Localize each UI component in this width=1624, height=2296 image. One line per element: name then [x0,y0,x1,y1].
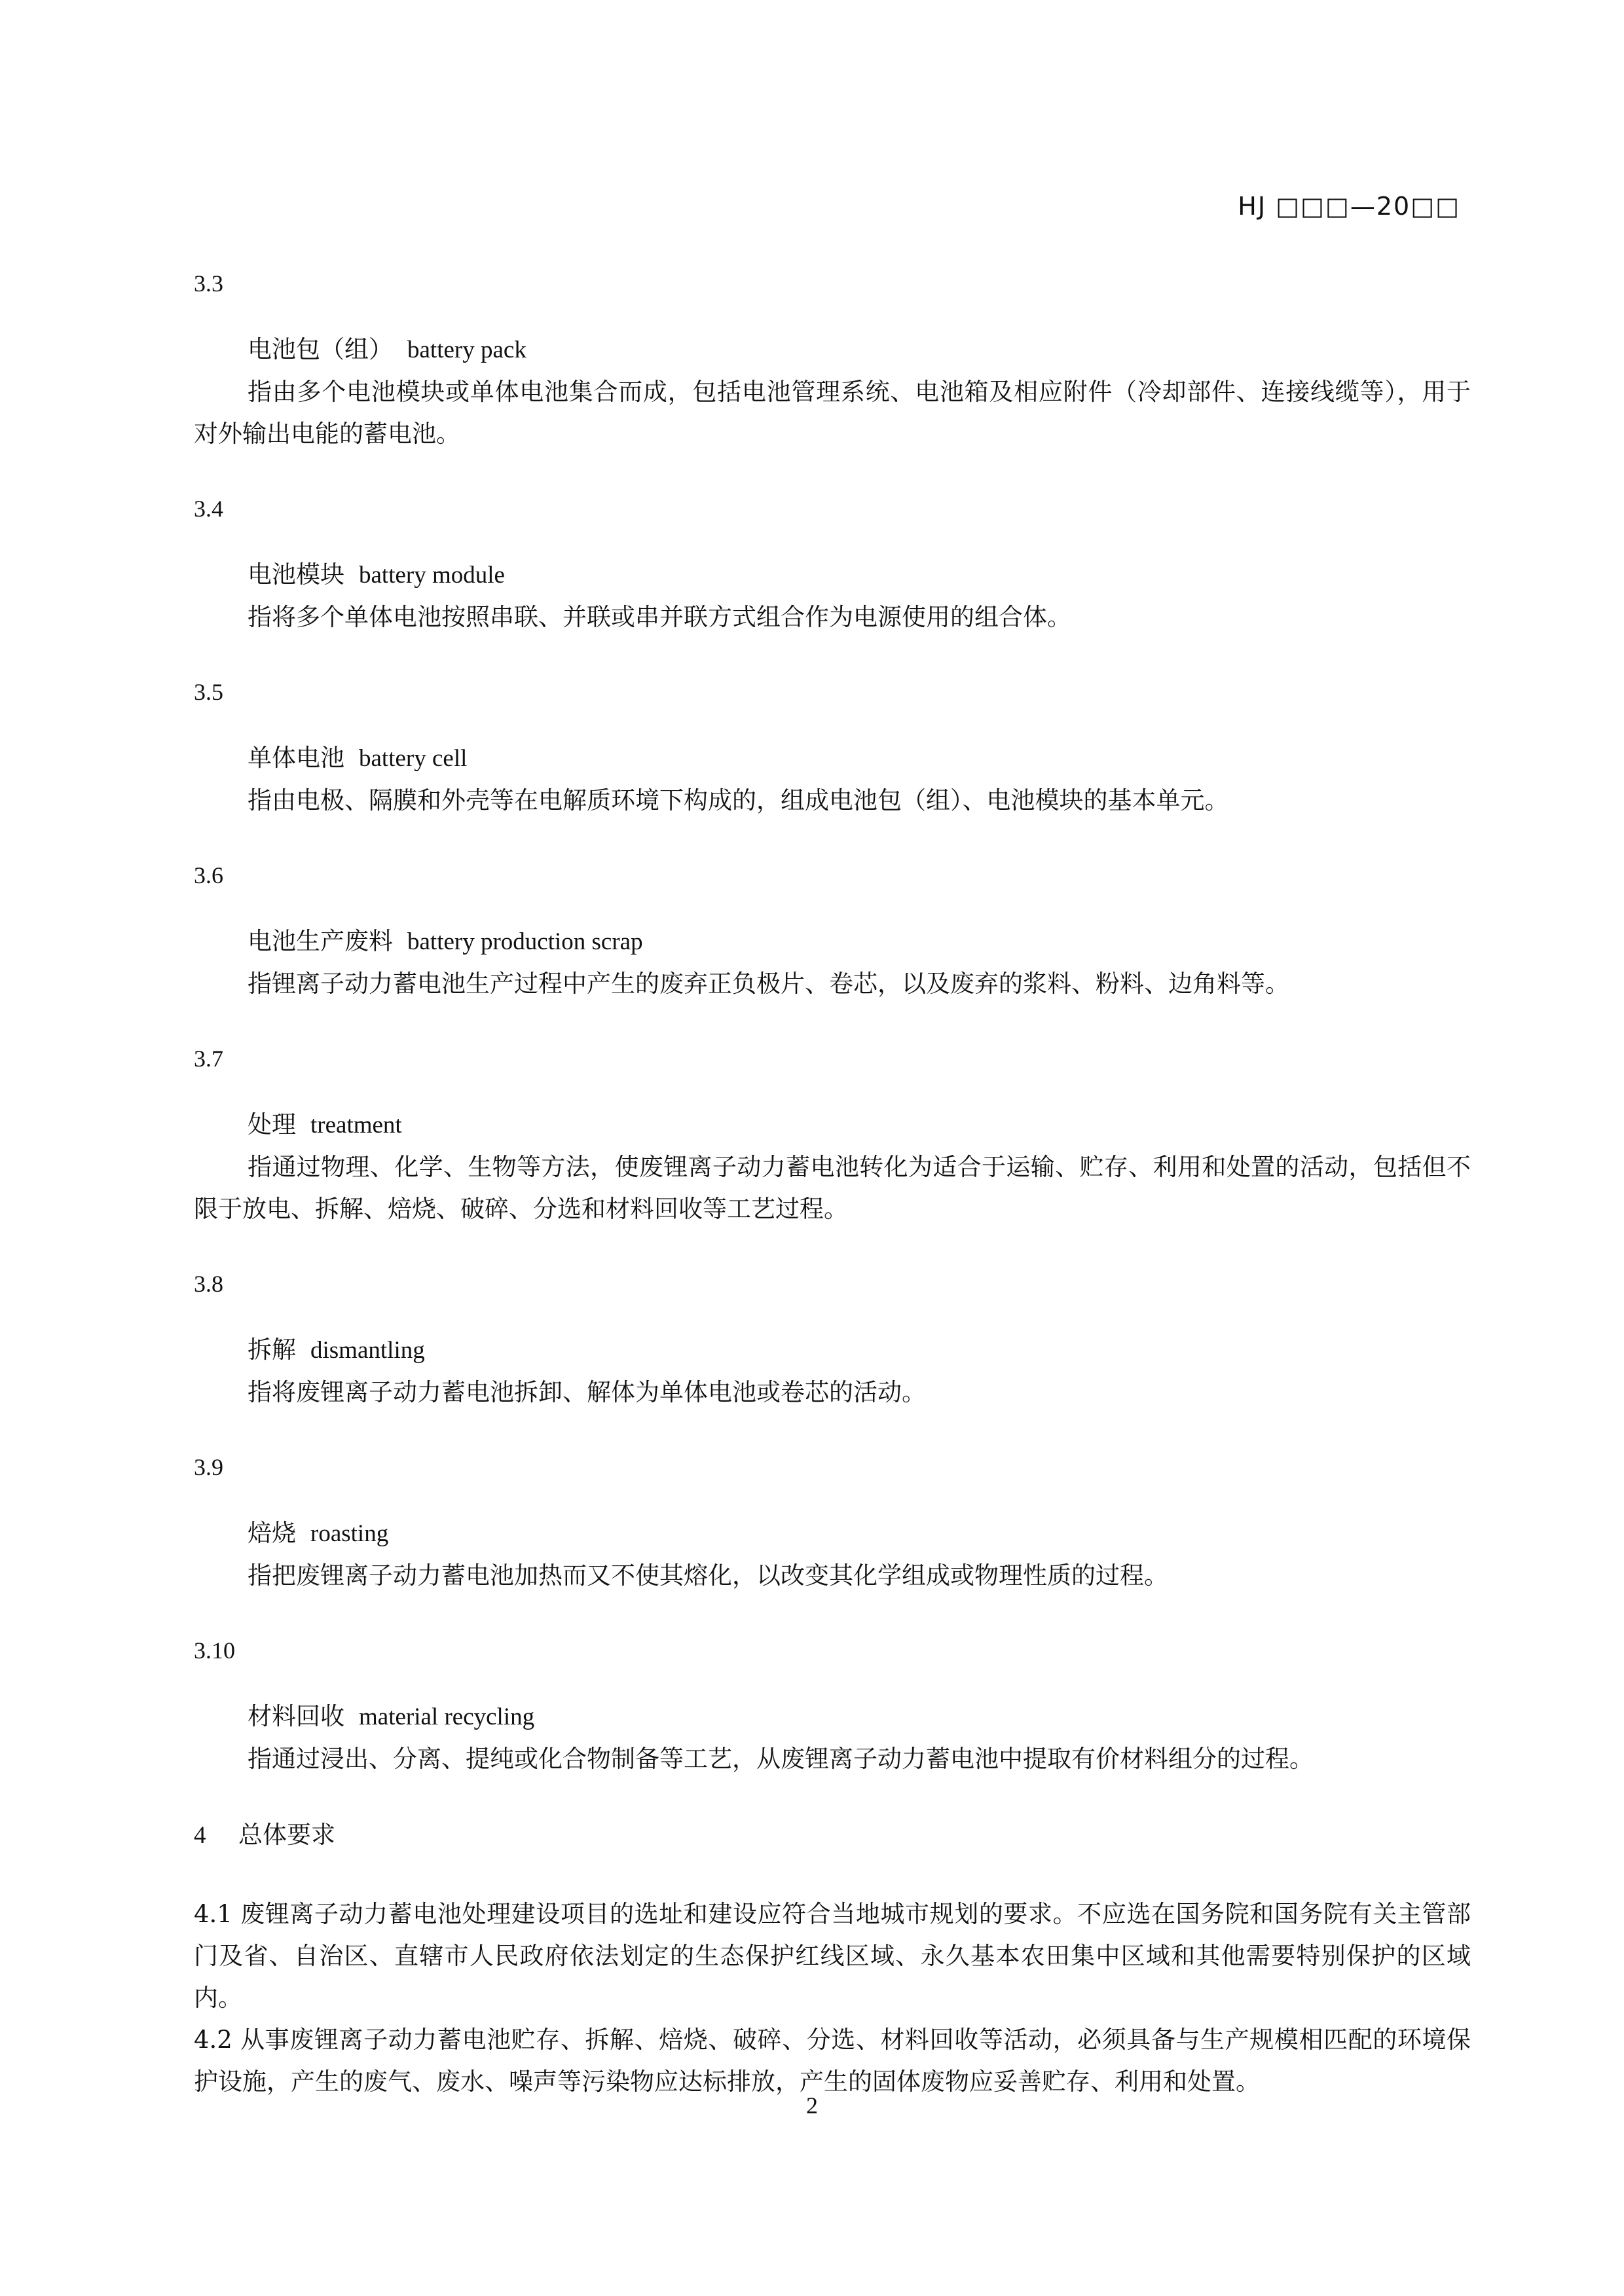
term-heading [194,329,1471,371]
section-title: 总体要求 [238,1821,335,1849]
term-chinese: 电池模块 [248,560,344,589]
term-entry [194,490,1471,638]
term-chinese: 材料回收 [248,1702,344,1730]
term-chinese: 电池包（组） [248,335,393,363]
clause-number: 3.10 [194,1637,235,1664]
clause-number: 3.9 [194,1454,223,1480]
clause-number: 3.7 [194,1046,223,1072]
section-heading [194,1815,1471,1855]
term-chinese: 焙烧 [248,1519,296,1547]
term-english: battery module [359,562,505,589]
term-heading [194,1104,1471,1146]
term-definition: 指将多个单体电池按照串联、并联或串并联方式组合作为电源使用的组合体。 [248,603,1071,631]
term-heading [194,737,1471,780]
paragraph-4-2: 4.2 从事废锂离子动力蓄电池贮存、拆解、焙烧、破碎、分选、材料回收等活动，必须具备与生产规模相匹配的环境保护设施，产生的废气、废水、噪声等污染物应达标排放，产生的固体废物应妥善贮存、利用和处置。 [194,2026,1471,2096]
clause-number: 3.6 [194,862,223,888]
paragraph-4-1: 4.1 废锂离子动力蓄电池处理建设项目的选址和建设应符合当地城市规划的要求。不应选在国务院和国务院有关主管部门及省、自治区、直辖市人民政府依法划定的生态保护红线区域、永久基本农田集中区域和其他需要特别保护的区域内。 [194,1900,1471,2012]
term-chinese: 拆解 [248,1336,296,1364]
term-definition: 指通过物理、化学、生物等方法，使废锂离子动力蓄电池转化为适合于运输、贮存、利用和处置的活动，包括但不限于放电、拆解、焙烧、破碎、分选和材料回收等工艺过程。 [194,1153,1471,1223]
term-heading [194,1512,1471,1555]
term-chinese: 处理 [248,1110,296,1139]
clause-number: 3.5 [194,679,223,705]
term-definition: 指锂离子动力蓄电池生产过程中产生的废弃正负极片、卷芯，以及废弃的浆料、粉料、边角料等。 [248,970,1289,998]
term-english: battery production scrap [407,928,643,955]
term-definition: 指由多个电池模块或单体电池集合而成，包括电池管理系统、电池箱及相应附件（冷却部件、连接线缆等），用于对外输出电能的蓄电池。 [194,378,1471,448]
term-entry [194,674,1471,822]
term-definition: 指通过浸出、分离、提纯或化合物制备等工艺，从废锂离子动力蓄电池中提取有价材料组分的过程。 [248,1745,1314,1773]
term-chinese: 电池生产废料 [248,927,393,955]
term-definition: 指将废锂离子动力蓄电池拆卸、解体为单体电池或卷芯的活动。 [248,1378,926,1406]
clause-number: 3.8 [194,1271,223,1297]
term-entry [194,1449,1471,1597]
term-heading [194,920,1471,963]
term-english: roasting [310,1520,389,1547]
term-entry [194,857,1471,1005]
term-english: battery pack [407,337,526,363]
term-definition: 指把废锂离子动力蓄电池加热而又不使其熔化，以改变其化学组成或物理性质的过程。 [248,1561,1168,1590]
term-entry [194,1040,1471,1230]
term-english: dismantling [310,1337,425,1364]
term-definition: 指由电极、隔膜和外壳等在电解质环境下构成的，组成电池包（组）、电池模块的基本单元。 [248,786,1229,814]
term-entry [194,265,1471,455]
term-english: battery cell [359,745,468,772]
term-entry [194,1632,1471,1780]
term-entry [194,1266,1471,1413]
document-body [194,265,1471,2103]
term-english: material recycling [359,1704,535,1730]
clause-number: 3.3 [194,270,223,297]
standard-code-header: HJ □□□—20□□ [1238,192,1460,221]
term-heading [194,554,1471,596]
term-heading [194,1329,1471,1372]
clause-number: 3.4 [194,496,223,522]
term-heading [194,1696,1471,1738]
term-english: treatment [310,1112,402,1139]
section-number: 4 [194,1822,206,1849]
term-chinese: 单体电池 [248,744,344,772]
page-number: 2 [806,2092,818,2119]
